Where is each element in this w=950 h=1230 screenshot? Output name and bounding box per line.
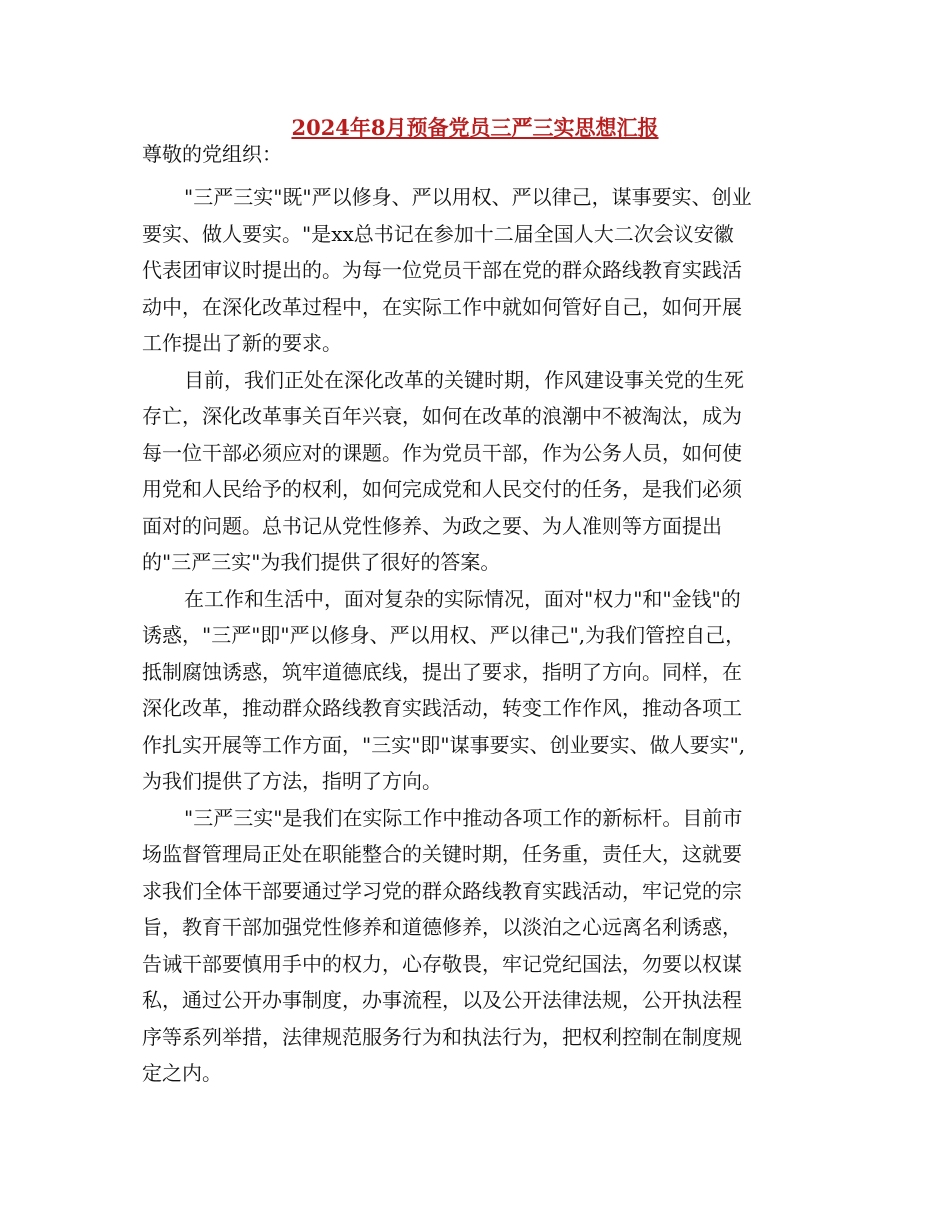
paragraph-line: 的"三严三实"为我们提供了很好的答案。 bbox=[142, 550, 501, 574]
paragraph-line: 求我们全体干部要通过学习党的群众路线教育实践活动，牢记党的宗 bbox=[142, 878, 742, 903]
paragraph-line: 要实、做人要实。"是xx总书记在参加十二届全国人大二次会议安徽 bbox=[142, 221, 734, 246]
paragraph-line: 为我们提供了方法，指明了方向。 bbox=[142, 769, 442, 793]
paragraph-line: 作扎实开展等工作方面，"三实"即"谋事要实、创业要实、做人要实", bbox=[142, 732, 746, 757]
paragraph-line: 每一位干部必须应对的课题。作为党员干部，作为公务人员，如何使 bbox=[142, 440, 742, 465]
paragraph-line: 场监督管理局正处在职能整合的关键时期，任务重，责任大，这就要 bbox=[142, 842, 742, 866]
paragraph-line: 动中，在深化改革过程中，在实际工作中就如何管好自己，如何开展 bbox=[142, 294, 742, 319]
document-body bbox=[142, 179, 810, 1092]
paragraph-line: 深化改革，推动群众路线教育实践活动，转变工作作风，推动各项工 bbox=[142, 696, 742, 720]
paragraph-line: 存亡，深化改革事关百年兴衰，如何在改革的浪潮中不被淘汰，成为 bbox=[142, 404, 742, 428]
paragraph-line: 在工作和生活中，面对复杂的实际情况，面对"权力"和"金钱"的 bbox=[184, 586, 741, 611]
document-title: 2024年8月预备党员三严三实思想汇报 bbox=[291, 115, 659, 140]
paragraph-line: 目前，我们正处在深化改革的关键时期，作风建设事关党的生死 bbox=[184, 367, 744, 392]
paragraph-3 bbox=[142, 581, 810, 800]
paragraph-line: 告诫干部要慎用手中的权力，心存敬畏，牢记党纪国法，勿要以权谋 bbox=[142, 951, 742, 976]
paragraph-line: 定之内。 bbox=[142, 1061, 222, 1085]
paragraph-line: 私，通过公开办事制度，办事流程，以及公开法律法规，公开执法程 bbox=[142, 988, 742, 1012]
paragraph-line: 用党和人民给予的权利，如何完成党和人民交付的任务，是我们必须 bbox=[142, 477, 742, 501]
paragraph-line: 代表团审议时提出的。为每一位党员干部在党的群众路线教育实践活 bbox=[142, 258, 742, 282]
salutation: 尊敬的党组织： bbox=[142, 142, 282, 166]
paragraph-line: 工作提出了新的要求。 bbox=[142, 331, 342, 355]
paragraph-line: 抵制腐蚀诱惑，筑牢道德底线，提出了要求，指明了方向。同样，在 bbox=[142, 659, 742, 684]
paragraph-2 bbox=[142, 362, 810, 581]
paragraph-line: 诱惑，"三严"即"严以修身、严以用权、严以律己",为我们管控自己， bbox=[142, 623, 746, 647]
paragraph-line: "三严三实"是我们在实际工作中推动各项工作的新标杆。目前市 bbox=[184, 805, 743, 830]
paragraph-line: 旨，教育干部加强党性修养和道德修养，以淡泊之心远离名利诱惑， bbox=[142, 915, 742, 939]
paragraph-line: 序等系列举措，法律规范服务行为和执法行为，把权利控制在制度规 bbox=[142, 1024, 742, 1049]
paragraph-1 bbox=[142, 179, 810, 362]
paragraph-4 bbox=[142, 800, 810, 1092]
paragraph-line: "三严三实"既"严以修身、严以用权、严以律己，谋事要实、创业 bbox=[184, 185, 752, 209]
paragraph-line: 面对的问题。总书记从党性修养、为政之要、为人准则等方面提出 bbox=[142, 513, 722, 538]
